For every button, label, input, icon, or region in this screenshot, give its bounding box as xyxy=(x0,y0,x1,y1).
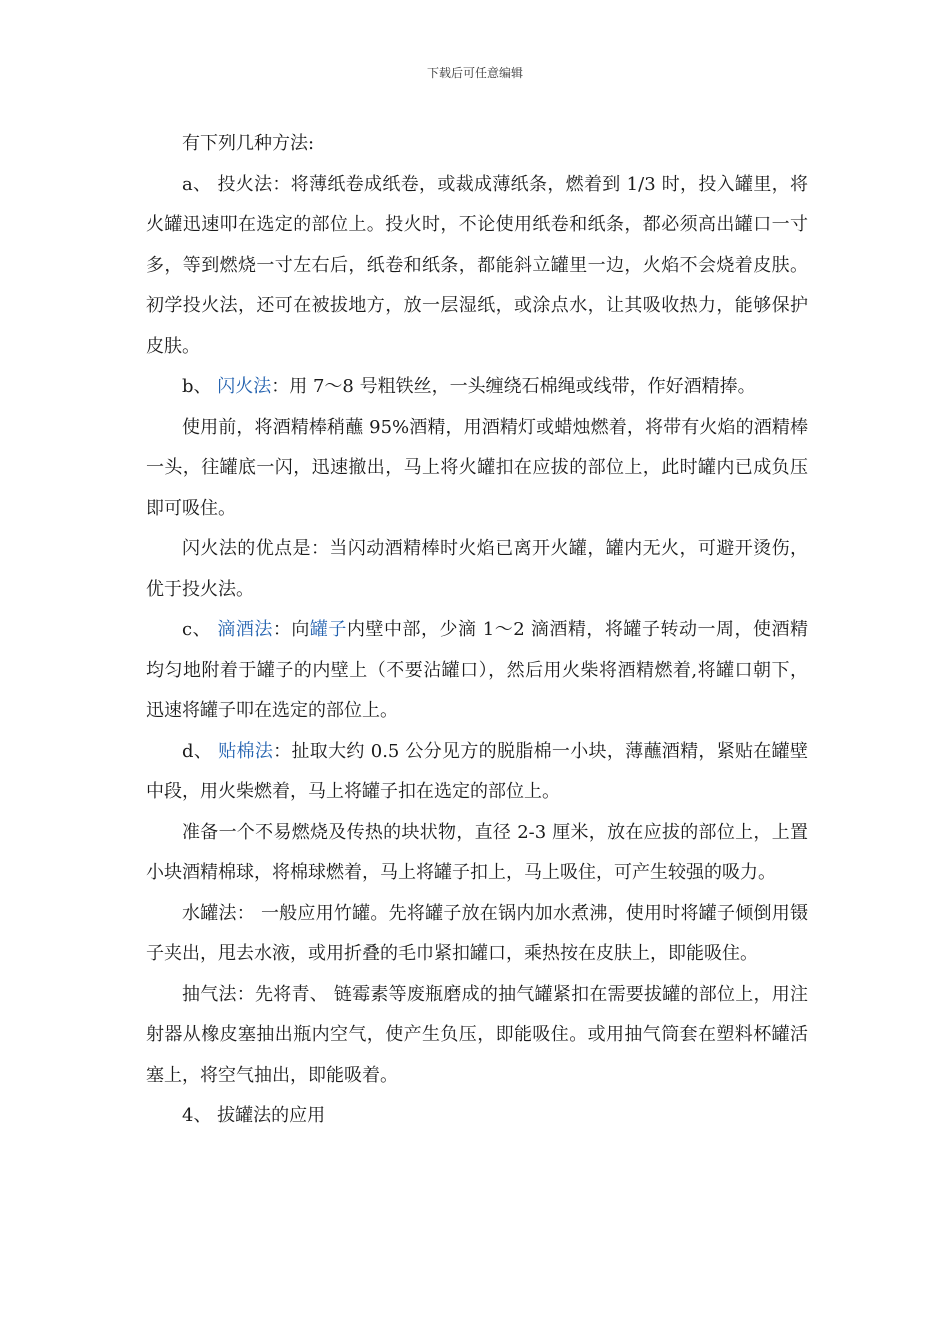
method-a-paragraph xyxy=(146,165,808,368)
method-c-text-a: ：向 xyxy=(272,619,310,640)
method-a-text: 投火法：将薄纸卷成纸卷，或裁成薄纸条，燃着到 1/3 时，投入罐里，将火罐迅速叩在选定的部位上。投火时，不论使用纸卷和纸条，都必须高出罐口一寸多，等到燃烧一寸左右后，纸卷和纸条，都能斜立罐里一边，火焰不会烧着皮肤。初学投火法，还可在被拔地方，放一层湿纸，或涂点水，让其吸收热力，能够保护皮肤。 xyxy=(146,173,808,357)
preparation-paragraph: 准备一个不易燃烧及传热的块状物，直径 2-3 厘米，放在应拔的部位上，上置小块酒精棉球，将棉球燃着，马上将罐子扣上，马上吸住，可产生较强的吸力。 xyxy=(146,821,808,883)
drip-alcohol-link[interactable]: 滴酒法 xyxy=(217,619,273,640)
method-b-text: ：用 7～8 号粗铁丝，一头缠绕石棉绳或线带，作好酒精捧。 xyxy=(271,376,756,397)
water-jar-paragraph: 水罐法： 一般应用竹罐。先将罐子放在锅内加水煮沸，使用时将罐子倾倒用镊子夹出，甩去水液，或用折叠的毛巾紧扣罐口，乘热按在皮肤上，即能吸住。 xyxy=(146,902,808,964)
method-d-text: ：扯取大约 0.5 公分见方的脱脂棉一小块，薄蘸酒精，紧贴在罐壁中段，用火柴燃着，马上将罐子扣在选定的部位上。 xyxy=(146,740,808,802)
cotton-stick-link[interactable]: 贴棉法 xyxy=(218,740,274,762)
document-body xyxy=(146,124,808,1137)
method-d-paragraph xyxy=(146,732,808,813)
suction-paragraph: 抽气法：先将青、 链霉素等废瓶磨成的抽气罐紧扣在需要拔罐的部位上，用注射器从橡皮塞抽出瓶内空气，使产生负压，即能吸住。或用抽气筒套在塑料杯罐活塞上，将空气抽出，即能吸着。 xyxy=(146,983,808,1086)
method-a-prefix: a、 xyxy=(182,173,218,195)
method-c-paragraph xyxy=(146,610,808,732)
flash-fire-link[interactable]: 闪火法 xyxy=(217,376,272,397)
method-d-prefix: d、 xyxy=(182,740,219,762)
jar-link[interactable]: 罐子 xyxy=(309,619,347,640)
intro-line: 有下列几种方法: xyxy=(182,133,315,154)
method-b-advantage: 闪火法的优点是：当闪动酒精棒时火焰已离开火罐，罐内无火，可避开烫伤，优于投火法。 xyxy=(146,538,808,600)
method-c-text-b: 内壁中部，少滴 1～2 滴酒精，将罐子转动一周，使酒精均匀地附着于罐子的内壁上（不要沾罐口），然后用火柴将酒精燃着,将罐口朝下，迅速将罐子叩在选定的部位上。 xyxy=(146,619,809,721)
section-4-heading: 4、 拔罐法的应用 xyxy=(182,1105,326,1126)
page-header: 下载后可任意编辑 xyxy=(426,66,523,80)
method-c-prefix: c、 xyxy=(182,619,218,640)
method-b-prefix: b、 xyxy=(182,376,218,397)
method-b-usage: 使用前，将酒精棒稍蘸 95%酒精，用酒精灯或蜡烛燃着，将带有火焰的酒精棒一头，往罐底一闪，迅速撤出，马上将火罐扣在应拔的部位上，此时罐内已成负压即可吸住。 xyxy=(146,416,808,519)
method-b-paragraph xyxy=(146,367,808,408)
